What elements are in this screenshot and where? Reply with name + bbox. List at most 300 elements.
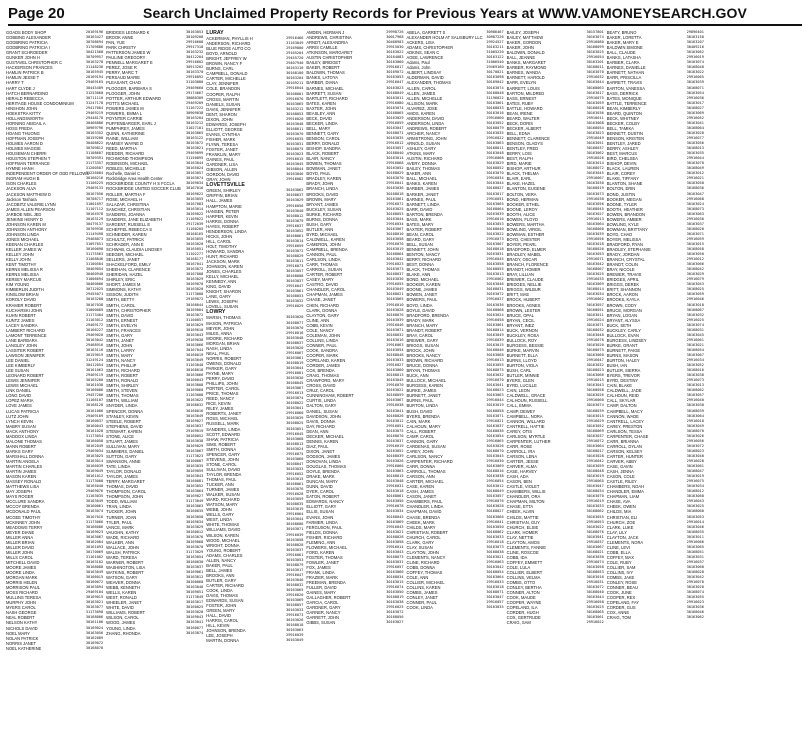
owner-name: DECKER, MICHAEL bbox=[306, 433, 344, 439]
property-id: 30163030 bbox=[586, 554, 604, 559]
property-id: 30163201 bbox=[586, 60, 604, 65]
owner-name: ADKINS, SEAN C bbox=[406, 50, 440, 56]
owner-name: HOSS FREDA bbox=[6, 125, 33, 131]
property-id: 30163066 bbox=[386, 570, 404, 575]
property-id: 29916076 bbox=[486, 499, 504, 504]
owner-name: CANNON, PAUL bbox=[306, 252, 337, 258]
property-id: 30163064 bbox=[686, 413, 704, 418]
owner-name: BENNETT, CLARENCE bbox=[506, 135, 550, 141]
owner-name: ACKERS, LISA bbox=[406, 40, 435, 46]
property-id: 30163065 bbox=[185, 130, 204, 135]
property-id: 30163044 bbox=[386, 216, 404, 221]
owner-name: BENSON, KRISTEN bbox=[606, 135, 645, 141]
owner-name: KELLEY JOHN bbox=[6, 252, 34, 258]
property-id: 31001697 bbox=[85, 201, 104, 206]
property-id: 30163012 bbox=[386, 418, 404, 423]
property-id: 30163023 bbox=[286, 152, 304, 157]
property-id: 30157801 bbox=[586, 30, 604, 34]
owner-name: MACK ANTHONY bbox=[6, 428, 39, 434]
owner-name: MOORE LINDA bbox=[6, 570, 35, 576]
property-id: 29916027 bbox=[486, 297, 504, 302]
property-id: 29916056 bbox=[586, 236, 604, 241]
property-id: 30168021 bbox=[386, 292, 404, 297]
property-id: 30163053 bbox=[386, 75, 404, 80]
owner-name: BATES, KAREN bbox=[306, 100, 336, 106]
property-id: 30163071 bbox=[586, 322, 604, 327]
property-id: 30163211 bbox=[486, 45, 504, 50]
owner-name: BLAKE, HAZEL bbox=[506, 181, 536, 187]
owner-name: CANTRELL, LACEY bbox=[606, 418, 644, 424]
property-id: 30460940 bbox=[85, 272, 104, 277]
property-id: 30163011 bbox=[386, 95, 404, 100]
owner-name: COX, GERTRUDE bbox=[506, 615, 541, 621]
property-id: 29916034 bbox=[386, 221, 404, 226]
property-id: 29916023 bbox=[686, 600, 704, 605]
property-id: 30168079 bbox=[286, 562, 304, 567]
property-id: 30163071 bbox=[386, 327, 404, 332]
property-id: 29916033 bbox=[486, 580, 504, 585]
property-id: 30708717 bbox=[85, 196, 104, 201]
property-id: 30168008 bbox=[286, 274, 304, 279]
property-id: 30163370 bbox=[185, 70, 204, 75]
owner-name: BARTON, VANESSA bbox=[606, 85, 645, 91]
property-id: 30163049 bbox=[185, 413, 204, 418]
property-id: 30163014 bbox=[586, 161, 604, 166]
owner-name: BLUE RIDGE AUTO CO bbox=[206, 46, 251, 52]
owner-name: BREWER, GARY bbox=[406, 337, 439, 343]
owner-name: MARTIN CHARLES bbox=[6, 464, 43, 470]
property-id: 30163014 bbox=[185, 206, 204, 211]
owner-name: BARBER, RAYMOND bbox=[506, 65, 547, 71]
owner-name: BAKER, MARY E bbox=[606, 40, 639, 46]
property-id: 30168031 bbox=[486, 287, 504, 292]
property-id: 30163036 bbox=[486, 302, 504, 307]
owner-name: CASH, JAMES bbox=[406, 489, 434, 495]
owner-name: BARTON, MILDRED bbox=[506, 90, 545, 96]
owner-name: LINK DANIEL bbox=[6, 388, 32, 394]
owner-name: STEVENS, JOHN bbox=[206, 456, 239, 462]
owner-name: SCHNEIDER, KAREN bbox=[106, 231, 147, 237]
owner-name: BROCK, AARON bbox=[606, 292, 638, 298]
owner-name: BURNS, CARL bbox=[206, 66, 234, 72]
property-id: 30163064 bbox=[586, 443, 604, 448]
owner-name: COMBS, JAKE bbox=[606, 575, 635, 581]
property-id: 30163116 bbox=[85, 347, 104, 352]
owner-name: THOMAS, DAVID bbox=[106, 484, 139, 490]
property-id: 30163056 bbox=[586, 201, 604, 206]
owner-name: SCHRADER, ANN E bbox=[106, 241, 144, 247]
owner-name: LEE KIMBERLY bbox=[6, 363, 36, 369]
owner-name: BUCK, VERNON bbox=[506, 327, 538, 333]
owner-name: HART CLYDE J bbox=[6, 85, 35, 91]
property-id: 30169022 bbox=[185, 211, 204, 216]
owner-name: HERITAGE HOUSE CONDOMINIUM bbox=[6, 100, 74, 106]
owner-name: WALSH, PATRICK bbox=[106, 549, 140, 555]
property-id: 29916608 bbox=[185, 40, 204, 45]
property-id: 30913202 bbox=[185, 65, 204, 70]
owner-name: WILSON, KAREN bbox=[206, 532, 239, 538]
property-id: 30168045 bbox=[386, 514, 404, 519]
property-id: 30168019 bbox=[586, 186, 604, 191]
owner-name: RUSSELL, MARK bbox=[206, 421, 240, 427]
owner-name: QUINN, KATHERINE bbox=[106, 130, 145, 136]
owner-name: SHACKELFORD, EMILY bbox=[106, 262, 152, 268]
owner-name: CORDER, HUGH bbox=[506, 610, 539, 616]
property-id: 30163061 bbox=[586, 615, 604, 620]
property-id: 30163034 bbox=[386, 509, 404, 514]
property-id: 31163040 bbox=[185, 363, 204, 368]
property-id: 30163044 bbox=[586, 80, 604, 85]
property-id: 30163062 bbox=[586, 151, 604, 156]
owner-name: SMITH, ERNEST bbox=[106, 317, 138, 323]
owner-name: LEWIS JENNIFER bbox=[6, 378, 40, 384]
property-id: 29469660 bbox=[185, 85, 204, 90]
owner-name: BECK, DAVID bbox=[306, 115, 333, 121]
property-id: 30163048 bbox=[486, 151, 504, 156]
owner-name: CHASE, ETTA bbox=[506, 504, 534, 510]
property-id: 29916038 bbox=[386, 403, 404, 408]
listing-column bbox=[106, 30, 203, 734]
property-id: 30163061 bbox=[486, 100, 504, 105]
property-id: 30162049 bbox=[85, 443, 104, 448]
owner-name: SANDERS, JANE ELIZABETH bbox=[106, 216, 163, 222]
property-id: 29916064 bbox=[286, 512, 304, 517]
owner-name: BELL, EDNA bbox=[506, 130, 531, 136]
property-id: 31149498 bbox=[85, 231, 104, 236]
property-id: 29417084 bbox=[85, 105, 104, 110]
owner-name: BALDWIN SIMONE bbox=[606, 45, 643, 51]
owner-name: BISHOP, ARTHUR bbox=[506, 166, 541, 172]
property-id: 30168028 bbox=[286, 542, 304, 547]
owner-name: CAMPBELL, BRENDA bbox=[306, 247, 348, 253]
owner-name: WHITE, DAVID bbox=[106, 605, 134, 611]
owner-name: ARNDT, ALEXANDRIA bbox=[306, 40, 349, 46]
owner-name: BUTLER, SIERRA bbox=[606, 368, 641, 374]
owner-name: BARNES, WANDA bbox=[506, 70, 541, 76]
owner-name: CARPENTER, RICHARD bbox=[406, 458, 453, 464]
owner-name: BEARD, GARY bbox=[406, 236, 435, 242]
owner-name: CARDENAS, SUSAN bbox=[406, 443, 446, 449]
owner-name: COOK, JUNE bbox=[606, 590, 632, 596]
owner-name: CHURCH, ZOE bbox=[606, 519, 636, 525]
owner-name: BOOKER, KAREN bbox=[406, 282, 441, 288]
owner-name: DAVIS, THOMAS bbox=[206, 593, 238, 599]
owner-name: BALL, CLAUDE bbox=[606, 50, 636, 56]
property-id: 30163043 bbox=[386, 549, 404, 554]
owner-name: BENTLEY, FRED bbox=[506, 146, 539, 152]
property-id: 30163017 bbox=[185, 600, 204, 605]
property-id: 30466886 bbox=[85, 120, 104, 125]
property-id: 30168047 bbox=[686, 469, 704, 474]
owner-name: CRUZ, CAROL bbox=[306, 388, 335, 394]
owner-name: COPELAND, FAY bbox=[606, 600, 639, 606]
owner-name: BALDWIN, THOMAS bbox=[306, 70, 345, 76]
property-id: 30163032 bbox=[586, 363, 604, 368]
property-id: 30168049 bbox=[486, 489, 504, 494]
property-id: 30168027 bbox=[486, 509, 504, 514]
property-id: 31006694 bbox=[85, 277, 104, 282]
owner-name: WALLACE, JOHN bbox=[106, 544, 139, 550]
owner-name: JONES MICHAEL bbox=[6, 236, 39, 242]
property-id: 30986467 bbox=[486, 30, 504, 34]
owner-name: PUFFENBARGER, EARL J bbox=[106, 120, 156, 126]
property-id: 31253060 bbox=[85, 90, 104, 95]
property-id: 30168036 bbox=[686, 186, 704, 191]
owner-name: BUSH, IAN bbox=[606, 363, 628, 369]
owner-name: CLINE, LEVI bbox=[606, 544, 630, 550]
property-id: 30469054 bbox=[85, 267, 104, 272]
property-id: 30163045 bbox=[486, 453, 504, 458]
owner-name: COOK, LINDA bbox=[406, 605, 433, 611]
property-id: 30168099 bbox=[586, 45, 604, 50]
owner-name: BROWN, CODY bbox=[606, 302, 637, 308]
property-id: 30163032 bbox=[686, 312, 704, 317]
property-id: 30163029 bbox=[286, 198, 304, 203]
owner-name: FIELDS, DONNA bbox=[306, 529, 338, 535]
owner-name: HOLMES MAGGIE bbox=[6, 146, 41, 152]
owner-name: RICHMOND THOMPSON bbox=[106, 156, 154, 162]
property-id: 30163059 bbox=[286, 497, 304, 502]
owner-name: CARTER, HUNTER bbox=[606, 453, 643, 459]
owner-name: MILLER JOHN bbox=[6, 549, 34, 555]
property-id: 30163027 bbox=[386, 620, 404, 625]
owner-name: GOBBING ALEXANDER bbox=[6, 35, 51, 41]
property-id: 29916054 bbox=[586, 55, 604, 60]
property-id: 30167056 bbox=[85, 191, 104, 196]
owner-name: COLLIER, ELBERT bbox=[506, 570, 543, 576]
property-id: 31106225 bbox=[85, 181, 104, 186]
owner-name: LEE, JOSEPH bbox=[206, 633, 233, 639]
owner-name: SMITH, NANCY bbox=[106, 358, 136, 364]
property-id: 29916057 bbox=[386, 564, 404, 569]
property-id: 30166227 bbox=[85, 327, 104, 332]
owner-name: BOWEN, THOMAS bbox=[306, 161, 342, 167]
property-id: 30163053 bbox=[686, 514, 704, 519]
owner-name: BELL, TAMIKA bbox=[606, 125, 634, 131]
property-id: 30168029 bbox=[286, 253, 304, 258]
property-id: 29916073 bbox=[686, 378, 704, 383]
property-id: 30468903 bbox=[386, 40, 404, 45]
property-id: 30166058 bbox=[85, 438, 104, 443]
property-id: 30168039 bbox=[686, 408, 704, 413]
owner-name: BLACK, THELMA bbox=[506, 171, 539, 177]
property-id: 30168079 bbox=[486, 125, 504, 130]
owner-name: SMITH, GARY bbox=[106, 332, 133, 338]
owner-name: EVANS, CYNTHIA bbox=[206, 131, 241, 137]
property-id: 30163052 bbox=[185, 484, 204, 489]
property-id: 30163029 bbox=[386, 115, 404, 120]
property-id: 31163049 bbox=[286, 41, 304, 46]
property-id: 30168064 bbox=[386, 252, 404, 257]
property-id: 29916070 bbox=[486, 378, 504, 383]
property-id: 30163026 bbox=[286, 618, 304, 623]
property-id: 30168064 bbox=[486, 206, 504, 211]
property-id: 30163035 bbox=[486, 605, 504, 610]
owner-name: BLAKE, TIFFANY bbox=[606, 176, 639, 182]
owner-name: HOLMES AARON D bbox=[6, 141, 43, 147]
property-id: 30163038 bbox=[486, 474, 504, 479]
owner-name: BROCK, JOHN bbox=[406, 347, 435, 353]
property-id: 30160030 bbox=[185, 559, 204, 564]
owner-name: ALVAREZ, JOSE bbox=[406, 105, 438, 111]
property-id: 30163065 bbox=[486, 201, 504, 206]
owner-name: BUCKLEY, CARLY bbox=[606, 327, 641, 333]
property-id: 30163043 bbox=[586, 383, 604, 388]
property-id: 30163017 bbox=[486, 191, 504, 196]
property-id: 30163055 bbox=[185, 196, 204, 201]
owner-name: KENT TIMOTHY bbox=[6, 262, 37, 268]
property-id: 30168062 bbox=[686, 388, 704, 393]
property-id: 30168048 bbox=[386, 353, 404, 357]
owner-name: BYERS, TREVOR bbox=[606, 373, 640, 379]
owner-name: CAMPBELL, DONALD bbox=[206, 71, 248, 77]
property-id: 30163058 bbox=[386, 539, 404, 544]
property-id: 30168037 bbox=[286, 193, 304, 198]
property-id: 30169004 bbox=[185, 307, 204, 312]
owner-name: BANKS, MARGARET bbox=[506, 60, 546, 66]
owner-name: ALLISON, MARK bbox=[406, 100, 438, 106]
owner-name: SUTTON, GARY bbox=[106, 453, 137, 459]
owner-name: CARVER, ALMA bbox=[506, 464, 537, 470]
property-id: 30168165 bbox=[185, 231, 204, 236]
property-id: 30163208 bbox=[85, 297, 104, 302]
owner-name: CASTLE, RILEY bbox=[606, 479, 637, 485]
property-id: 30168025 bbox=[686, 287, 704, 292]
listing-column bbox=[407, 30, 504, 734]
owner-name: BROOKS, ANN bbox=[206, 572, 235, 578]
property-id: 30163025 bbox=[85, 453, 104, 458]
owner-name: KIMBERLIN JUDITH bbox=[6, 287, 44, 293]
property-id: 30708694 bbox=[85, 40, 104, 45]
owner-name: CARSON, LENA bbox=[506, 453, 538, 459]
owner-name: COLLINS, LINDA bbox=[306, 337, 339, 343]
property-id: 31196022 bbox=[486, 95, 504, 100]
property-id: 29916078 bbox=[586, 337, 604, 342]
property-id: 30168016 bbox=[686, 368, 704, 373]
owner-name: SMITH, DAVID bbox=[106, 312, 134, 318]
property-id: 29916078 bbox=[386, 504, 404, 509]
property-id: 30163060 bbox=[286, 456, 304, 461]
owner-name: BARR, PRISCILLA bbox=[606, 75, 642, 81]
owner-name: CRAWFORD, MARY bbox=[306, 378, 345, 384]
property-id: 30163212 bbox=[185, 120, 204, 125]
property-id: 30159019 bbox=[85, 353, 104, 357]
property-id: 31247178 bbox=[85, 100, 104, 105]
property-id: 30163055 bbox=[686, 595, 704, 600]
owner-name: BRADLEY, MABEL bbox=[506, 252, 542, 258]
owner-name: CHANDLER, LINDA bbox=[406, 504, 444, 510]
property-id: 30169029 bbox=[185, 443, 204, 448]
property-id: 30163047 bbox=[486, 595, 504, 600]
property-id: 30163278 bbox=[85, 60, 104, 65]
property-id: 30168020 bbox=[686, 226, 704, 231]
property-id: 30163072 bbox=[686, 443, 704, 448]
owner-name: CALHOUN, MARY bbox=[406, 423, 441, 429]
property-id: 30168018 bbox=[286, 623, 304, 628]
property-id: 29916028 bbox=[286, 492, 304, 497]
owner-name: HOEKSTRA KITTY bbox=[6, 110, 42, 116]
property-id: 30168054 bbox=[586, 125, 604, 130]
property-id: 30163051 bbox=[286, 426, 304, 431]
property-id: 29469219 bbox=[85, 110, 104, 115]
owner-name: COMBS, JAMES bbox=[406, 590, 438, 596]
owner-name: WRIGHT, DONNA bbox=[206, 542, 240, 548]
property-id: 30163049 bbox=[185, 358, 204, 363]
property-id: 30168034 bbox=[386, 575, 404, 580]
property-id: 30163056 bbox=[85, 630, 104, 635]
owner-name: BROOKS, AGNES bbox=[506, 302, 541, 308]
property-id: 30163048 bbox=[386, 479, 404, 484]
property-id: 29916061 bbox=[686, 337, 704, 342]
property-id: 30160012 bbox=[185, 529, 204, 534]
owner-name: ARRIS CAMILLE bbox=[306, 45, 338, 51]
owner-name: BROOKS, NANCY bbox=[406, 353, 441, 358]
property-id: 30163012 bbox=[686, 171, 704, 176]
owner-name: FREEMAN, BRENDA bbox=[306, 580, 346, 586]
property-id: 30163019 bbox=[586, 474, 604, 479]
property-id: 31173023 bbox=[185, 453, 204, 458]
owner-name: SISSON, JUDITH bbox=[106, 292, 139, 298]
property-id: 30168013 bbox=[686, 146, 704, 151]
property-id: 30168044 bbox=[286, 167, 304, 172]
owner-name: COFFEY, EMMETT bbox=[506, 559, 543, 565]
property-id: 30987226 bbox=[486, 35, 504, 40]
owner-name: CAREY, JOHN bbox=[406, 448, 434, 454]
owner-name: HOWARD, SANDRA bbox=[206, 248, 245, 254]
property-id: 30168048 bbox=[686, 65, 704, 70]
property-id: 29916060 bbox=[586, 398, 604, 403]
owner-name: BRITT, SHANNON bbox=[606, 287, 641, 293]
property-id: 30163022 bbox=[185, 398, 204, 403]
owner-name: COBB, IDA bbox=[506, 554, 528, 560]
property-id: 30163073 bbox=[586, 191, 604, 196]
owner-name: CHAMBERS, NOAH bbox=[606, 484, 645, 490]
owner-name: CARROLL, IRA bbox=[506, 448, 536, 454]
owner-name: ARMSTRONG, JOHN bbox=[406, 135, 447, 141]
owner-name: CAREY, PRESTON bbox=[606, 423, 643, 429]
property-id: 30163057 bbox=[185, 171, 204, 176]
owner-name: BLANTON, SHANE bbox=[606, 181, 643, 187]
owner-name: CLARK, LUKE bbox=[606, 524, 634, 530]
owner-name: CLEMENTS, FANNIE bbox=[506, 544, 546, 550]
property-id: 30168073 bbox=[686, 206, 704, 211]
owner-name: WEBB, JOHN bbox=[206, 507, 232, 513]
property-id: 30412204 bbox=[185, 55, 204, 60]
owner-name: BAILEY, THOMAS bbox=[406, 166, 441, 172]
owner-name: COFFEY, MAX bbox=[606, 554, 634, 560]
owner-name: MEADOWS TERRY bbox=[6, 524, 43, 530]
owner-name: ELLIOTT, GARY bbox=[306, 504, 337, 510]
owner-name: HARRIS, CAROL bbox=[206, 618, 239, 624]
owner-name: CARPENTER, CHASE bbox=[606, 433, 649, 439]
property-id: 30163059 bbox=[586, 464, 604, 469]
property-id: 30168021 bbox=[586, 549, 604, 554]
owner-name: JACKSON MATTHEW D bbox=[6, 191, 51, 197]
property-id: 30163026 bbox=[586, 393, 604, 398]
property-id: 30163022 bbox=[386, 50, 404, 55]
owner-name: ROSE, MICHAEL H bbox=[106, 196, 143, 202]
city-heading: LOVETTSVILLE bbox=[206, 182, 245, 189]
property-id: 30163102 bbox=[85, 559, 104, 564]
owner-name: LAMBERT RICHARD bbox=[6, 327, 45, 333]
owner-name: BURNS, DONNA bbox=[306, 216, 338, 222]
property-id: 30163052 bbox=[486, 120, 504, 125]
owner-name: BRADY, JORDAN bbox=[606, 252, 640, 258]
property-id: 29916070 bbox=[386, 383, 404, 388]
owner-name: COOK, SANDRA bbox=[306, 347, 338, 353]
property-id: 29916076 bbox=[386, 241, 404, 246]
owner-name: SCHEFFEL REBECCA S bbox=[106, 226, 152, 232]
